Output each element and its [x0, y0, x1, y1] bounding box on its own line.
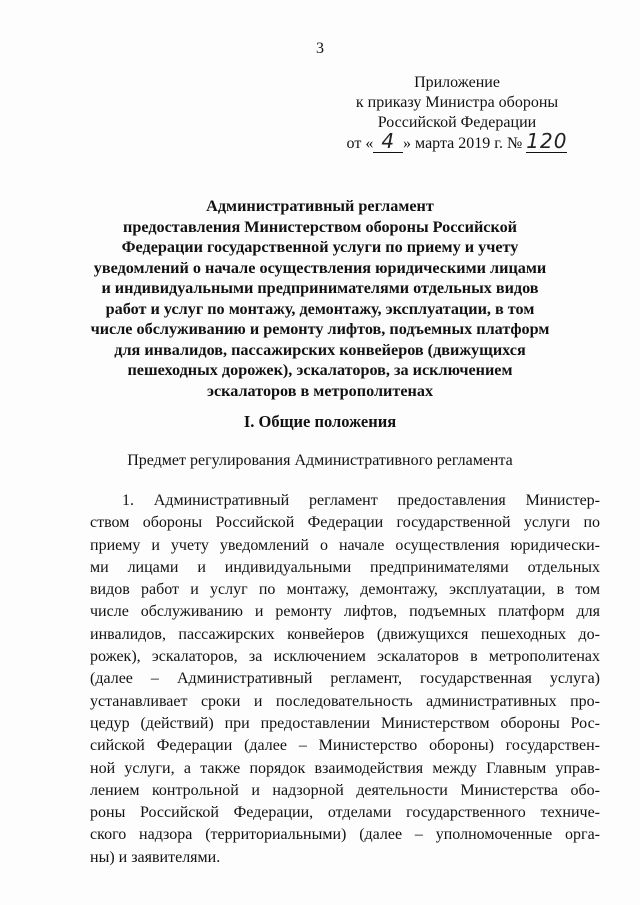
paragraph-line: видов работ и услуг по монтажу, демонтажу, эксплуатации, в том	[90, 581, 600, 599]
title-line: числе обслуживанию и ремонту лифтов, подъемных платформ	[90, 320, 550, 338]
paragraph-line: роны Российской Федерации, отделами государственного техниче-	[90, 804, 600, 822]
paragraph-line: лением контрольной и надзорной деятельности Министерства обо-	[90, 781, 600, 799]
paragraph-1	[90, 490, 600, 869]
appendix-block	[332, 73, 582, 154]
paragraph-line: ны) и заявителями.	[90, 848, 221, 866]
date-prefix: от «	[346, 135, 374, 152]
appendix-order-ref: к приказу Министра обороны	[355, 94, 559, 111]
paragraph-line: ством обороны Российской Федерации государственной услуги по	[90, 514, 600, 532]
paragraph-line: ми лицами и индивидуальными предпринимателями отдельных	[90, 558, 600, 576]
title-line: Административный регламент	[206, 197, 434, 215]
paragraph-line: сийской Федерации (далее – Министерство обороны) государствен-	[90, 737, 600, 755]
appendix-label: Приложение	[414, 74, 500, 91]
title-line: и индивидуальными предпринимателями отдельных видов	[101, 279, 539, 297]
page-number: 3	[316, 40, 324, 57]
document-title	[90, 196, 550, 401]
paragraph-line: 1. Административный регламент предоставления Министер-	[122, 492, 600, 509]
title-line: предоставления Министерством обороны Российской	[123, 217, 517, 236]
paragraph-line: (далее – Административный регламент, государственная услуга)	[90, 670, 600, 688]
paragraph-line: числе обслуживанию и ремонту лифтов, подъемных платформ для	[90, 603, 600, 621]
paragraph-line: ной услуги, а также порядок взаимодействия между Главным управ-	[90, 759, 600, 777]
paragraph-line: инвалидов, пассажирских конвейеров (движущихся пешеходных до-	[90, 625, 600, 643]
title-line: уведомлений о начале осуществления юридическими лицами	[93, 258, 547, 277]
appendix-date-line	[332, 129, 582, 154]
order-number-field	[526, 129, 568, 153]
title-line: эскалаторов в метрополитенах	[206, 381, 434, 400]
title-line: пешеходных дорожек), эскалаторов, за исключением	[127, 361, 513, 379]
section-heading: I. Общие положения	[243, 412, 397, 431]
date-day-field	[373, 129, 403, 153]
paragraph-line: ского надзора (территориальными) (далее – уполномоченные орга-	[90, 826, 600, 844]
date-rest: » марта 2019 г. №	[403, 135, 523, 152]
title-line: работ и услуг по монтажу, демонтажу, эксплуатации, в том	[105, 299, 535, 318]
title-line: для инвалидов, пассажирских конвейеров (движущихся	[114, 340, 526, 359]
paragraph-line: устанавливает сроки и последовательность административных про-	[90, 692, 600, 710]
handwritten-day: 4	[381, 129, 396, 153]
appendix-country: Российской Федерации	[377, 114, 537, 131]
paragraph-line: рожек), эскалаторов, за исключением эскалаторов в метрополитенах	[90, 648, 600, 666]
title-line: Федерации государственной услуги по приему и учету	[121, 238, 519, 256]
subsection-heading: Предмет регулирования Административного регламента	[127, 452, 513, 469]
handwritten-order-number: 120	[526, 129, 568, 153]
paragraph-line: приему и учету уведомлений о начале осуществления юридически-	[90, 536, 600, 554]
paragraph-line: цедур (действий) при предоставлении Министерством обороны Рос-	[90, 714, 600, 732]
